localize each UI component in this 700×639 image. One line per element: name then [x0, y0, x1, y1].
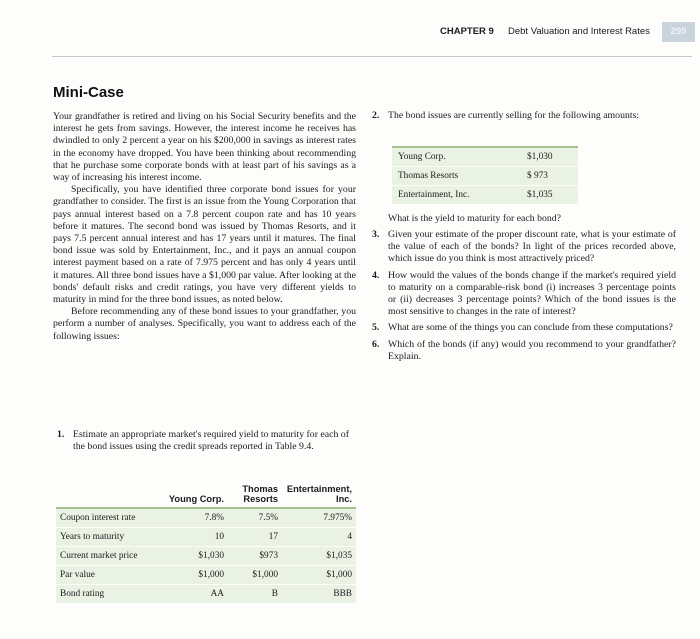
page-header — [440, 22, 695, 42]
column-header: Entertainment, Inc. — [286, 484, 352, 504]
question-text: Given your estimate of the proper discount rate, what is your estimate of the value of each of the bonds? In light of the prices recorded above, which issue do you think is most attractively priced? — [388, 229, 676, 265]
cell-value: 10 — [160, 528, 228, 547]
question-text: What are some of the things you can conclude from these computations? — [388, 322, 673, 334]
question-4 — [372, 270, 676, 319]
row-label: Current market price — [56, 547, 160, 566]
cell-value: $1,035 — [507, 186, 578, 205]
question-text: Which of the bonds (if any) would you recommend to your grandfather? Explain. — [388, 338, 676, 362]
table-row — [56, 585, 356, 604]
cell-value: $1,000 — [160, 566, 228, 585]
cell-value: $1,000 — [228, 566, 282, 585]
row-label: Young Corp. — [398, 152, 446, 162]
table-row — [392, 147, 578, 167]
column-header: Young Corp. — [168, 494, 224, 504]
row-label: Years to maturity — [56, 528, 160, 547]
cell-value: B — [228, 585, 282, 604]
cell-value: $1,000 — [282, 566, 356, 585]
questions-column — [372, 110, 676, 126]
question-number: 6. — [372, 338, 380, 350]
question-2 — [372, 110, 676, 122]
cell-value: 17 — [228, 528, 282, 547]
questions-column-lower — [372, 229, 676, 367]
row-label: Coupon interest rate — [60, 513, 136, 523]
cell-value: $973 — [228, 547, 282, 566]
question-3 — [372, 229, 676, 266]
table-row — [56, 547, 356, 566]
table-row — [56, 528, 356, 547]
question-text: How would the values of the bonds change if the market's required yield to maturity on a comparable-risk bond (i) increases 3 percentage points or (ii) decreases 3 percentage points? Which of the bond issues is the most sensitive to changes in the rate of interest? — [388, 269, 676, 318]
cell-value: 7.8% — [204, 513, 224, 523]
row-label: Par value — [56, 566, 160, 585]
current-price-table — [392, 146, 578, 204]
page-number: 299 — [662, 22, 695, 42]
paragraph-3: Before recommending any of these bond issues to your grandfather, you perform a number of analyses. Specifically, you want to address each of the following issues: — [53, 306, 356, 342]
table-row — [392, 167, 578, 186]
column-header: Thomas Resorts — [242, 484, 278, 504]
question-6 — [372, 339, 676, 363]
question-number: 5. — [372, 322, 380, 334]
chapter-title: Debt Valuation and Interest Rates — [508, 26, 650, 37]
question-text: The bond issues are currently selling for the following amounts: — [388, 110, 640, 121]
table-row — [392, 186, 578, 205]
table-row — [56, 566, 356, 585]
column-header — [56, 482, 160, 508]
row-label: Bond rating — [56, 585, 160, 604]
question-number: 2. — [372, 110, 380, 121]
minicase-heading: Mini-Case — [53, 84, 124, 101]
question-1 — [57, 429, 355, 453]
row-label: Entertainment, Inc. — [392, 186, 507, 205]
question-number: 4. — [372, 269, 380, 281]
cell-value: $1,030 — [160, 547, 228, 566]
table-row — [56, 508, 356, 528]
cell-value: 7.5% — [258, 513, 278, 523]
question-number: 1. — [57, 429, 65, 440]
cell-value: 7.975% — [323, 513, 352, 523]
bond-details-table — [56, 482, 356, 603]
cell-value: 4 — [282, 528, 356, 547]
paragraph-1: Your grandfather is retired and living on his Social Security benefits and the interest he gets from savings. However, the interest income he receives has dwindled to only 2 percent a year on his $200,000 in savings as interest rates in the economy have dropped. You have been thinking about recommending that he purchase some corporate bonds with at least part of his savings as a way of increasing his interest income. — [53, 111, 356, 184]
cell-value: $1,035 — [282, 547, 356, 566]
cell-value: $ 973 — [507, 167, 578, 186]
row-label: Thomas Resorts — [392, 167, 507, 186]
minicase-body — [53, 111, 356, 343]
question-5 — [372, 322, 676, 334]
question-text: Estimate an appropriate market's required yield to maturity for each of the bond issues using the credit spreads reported in Table 9.4. — [73, 429, 349, 453]
question-number: 3. — [372, 229, 380, 240]
header-rule — [52, 56, 692, 57]
cell-value: BBB — [282, 585, 356, 604]
chapter-label: CHAPTER 9 — [440, 26, 494, 37]
cell-value: $1,030 — [526, 152, 553, 162]
cell-value: AA — [160, 585, 228, 604]
paragraph-2: Specifically, you have identified three corporate bond issues for your grandfather to consider. The first is an issue from the Young Corporation that pays annual interest based on a 7.8 percent coupon rate and has 10 years before it matures. The second bond was issued by Thomas Resorts, and it pays 7.5 percent annual interest and has 17 years until it matures. The final bond issue was sold by Entertainment, Inc., and it pays an annual coupon interest payment based on a rate of 7.975 percent and has only 4 years until it matures. All three bond issues have a $1,000 par value. After looking at the bonds' default risks and credit ratings, you have very different yields to maturity in mind for the three bond issues, as noted below. — [53, 184, 356, 306]
yield-question: What is the yield to maturity for each bond? — [388, 213, 562, 224]
